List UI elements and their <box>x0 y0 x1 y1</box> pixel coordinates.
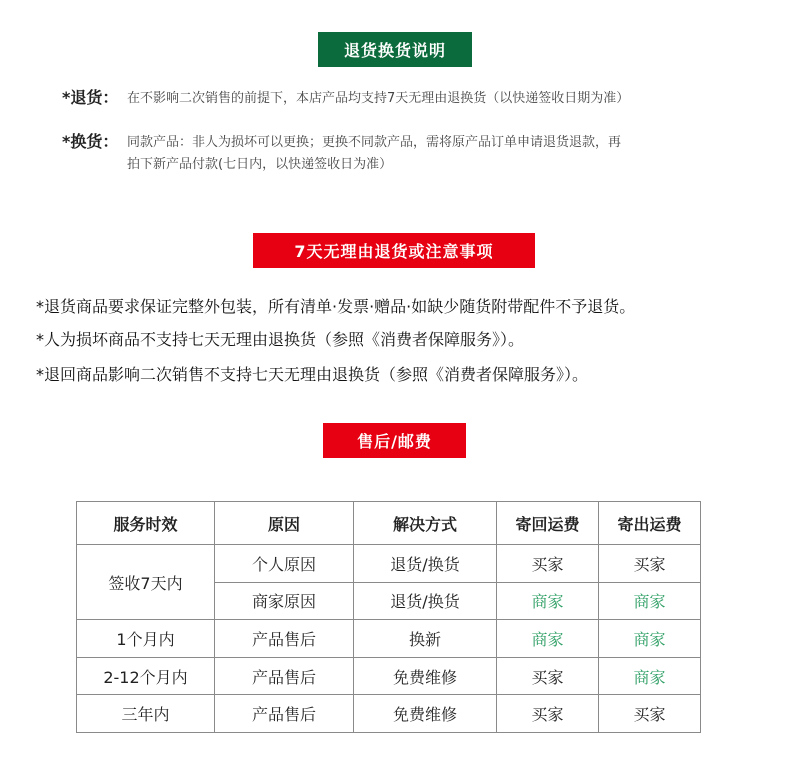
cell-send-fee: 商家 <box>599 657 701 695</box>
header-period: 服务时效 <box>77 502 215 545</box>
header-reason: 原因 <box>215 502 354 545</box>
aftersale-banner: 售后/邮费 <box>323 423 466 458</box>
cell-reason: 产品售后 <box>215 695 354 733</box>
cell-return-fee: 买家 <box>497 657 599 695</box>
notice-line: *退货商品要求保证完整外包装，所有清单·发票·赠品·如缺少随货附带配件不予退货。 <box>36 297 636 316</box>
notice-line: *退回商品影响二次销售不支持七天无理由退换货（参照《消费者保障服务》）。 <box>36 365 589 384</box>
cell-reason: 个人原因 <box>215 545 354 583</box>
return-label: *退货： <box>62 88 119 107</box>
cell-solution: 退货/换货 <box>354 582 497 620</box>
cell-solution: 换新 <box>354 620 497 658</box>
cell-return-fee: 买家 <box>497 545 599 583</box>
table-row <box>77 695 701 733</box>
cell-reason: 产品售后 <box>215 657 354 695</box>
exchange-label: *换货： <box>62 132 119 151</box>
aftersale-table <box>76 501 701 733</box>
return-text: 在不影响二次销售的前提下，本店产品均支持7天无理由退换货（以快递签收日期为准） <box>127 91 630 106</box>
notice-line: *人为损坏商品不支持七天无理由退换货（参照《消费者保障服务》）。 <box>36 330 525 349</box>
cell-solution: 退货/换货 <box>354 545 497 583</box>
return-policy-row <box>62 87 762 111</box>
exchange-policy-row <box>62 131 762 177</box>
cell-solution: 免费维修 <box>354 695 497 733</box>
exchange-text <box>127 132 621 176</box>
cell-period: 2-12个月内 <box>77 657 215 695</box>
table-row <box>77 545 701 583</box>
cell-return-fee: 买家 <box>497 695 599 733</box>
cell-solution: 免费维修 <box>354 657 497 695</box>
table-row <box>77 620 701 658</box>
cell-return-fee: 商家 <box>497 582 599 620</box>
cell-period: 1个月内 <box>77 620 215 658</box>
cell-send-fee: 买家 <box>599 695 701 733</box>
cell-return-fee: 商家 <box>497 620 599 658</box>
exchange-text-line-2: 拍下新产品付款(七日内，以快递签收日为准） <box>127 157 393 172</box>
table-row <box>77 657 701 695</box>
cell-period: 三年内 <box>77 695 215 733</box>
cell-reason: 产品售后 <box>215 620 354 658</box>
exchange-text-line-1: 同款产品：非人为损坏可以更换；更换不同款产品，需将原产品订单申请退货退款，再 <box>127 135 622 150</box>
header-solution: 解决方式 <box>354 502 497 545</box>
header-return-fee: 寄回运费 <box>497 502 599 545</box>
cell-send-fee: 买家 <box>599 545 701 583</box>
table-header-row <box>77 502 701 545</box>
cell-reason: 商家原因 <box>215 582 354 620</box>
return-policy-banner: 退货换货说明 <box>318 32 472 67</box>
notice-banner: 7天无理由退货或注意事项 <box>253 233 535 268</box>
cell-period: 签收7天内 <box>77 545 215 620</box>
cell-send-fee: 商家 <box>599 620 701 658</box>
header-send-fee: 寄出运费 <box>599 502 701 545</box>
cell-send-fee: 商家 <box>599 582 701 620</box>
